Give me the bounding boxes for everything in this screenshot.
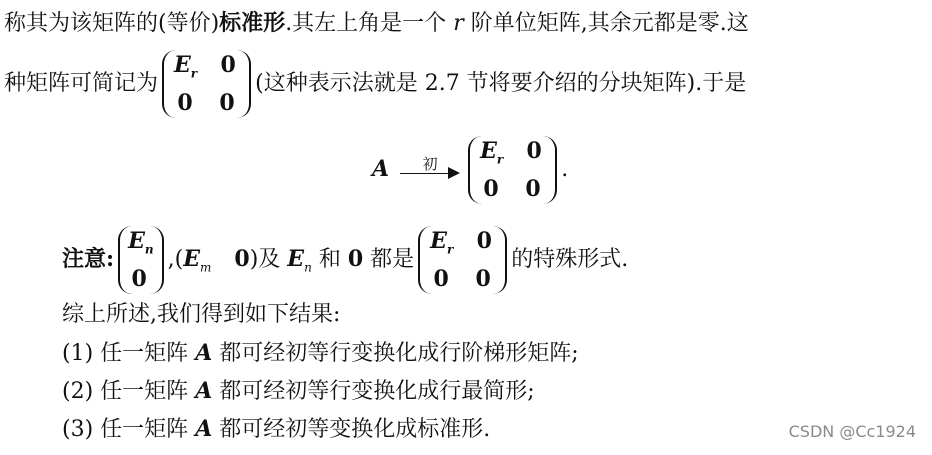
line2-text-a: 种矩阵可简记为 [4,71,159,97]
result-item-2: (2) 任一矩阵 A 都可经初等行变换化成行最简形; [62,378,535,404]
block-matrix-inline: $E_r$ 0 0 0 [162,50,251,118]
matrix-A: A [372,156,390,183]
line1-text-a: 称其为该矩阵的(等价) [4,11,220,36]
csdn-watermark: CSDN @Cc1924 [788,422,916,441]
standard-form-matrix: $E_r$ 0 0 0 [468,136,557,204]
result-item-3: (3) 任一矩阵 A 都可经初等变换化成标准形. [62,416,491,442]
line2-text-b: (这种表示法就是 2.7 节将要介绍的分块矩阵).于是 [255,71,747,97]
standard-form-matrix-2: $E_r$ 0 0 0 [418,226,507,294]
line1-bold-term: 标准形 [219,10,286,36]
note-line: 注意: $E_n$ 0 $,(E_m$ 0)及 $E_n$ 和 0 都是 $E_r$ 0 0 0 的特殊形式. [62,228,629,293]
column-matrix: $E_n$ 0 [118,226,164,294]
summary-line: 综上所述,我们得到如下结果: [62,302,341,327]
result-item-1: (1) 任一矩阵 A 都可经初等行变换化成行阶梯形矩阵; [62,340,579,366]
line1-text-c: 阶单位矩阵,其余元都是零.这 [470,11,749,36]
line1-r: r [453,11,464,36]
text-line-2 [4,50,746,118]
arrow-label: 初 [422,155,438,174]
text-line-1 [4,8,749,39]
display-formula [372,136,568,204]
line1-text-b: .其左上角是一个 [285,11,447,36]
display-end: . [561,157,569,183]
note-sep: ,( [167,247,184,273]
elementary-transform-arrow [400,155,460,185]
note-label: 注意: [62,246,115,273]
